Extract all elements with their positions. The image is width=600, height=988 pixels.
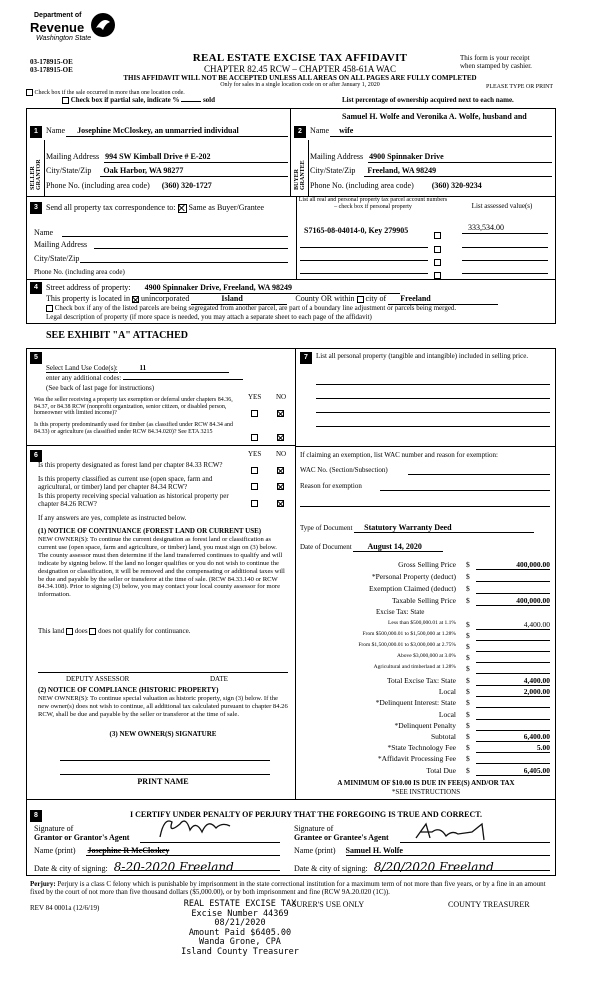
calc-row-value[interactable]: 2,000.00 bbox=[476, 687, 550, 697]
calc-row-value[interactable]: 4,400.00 bbox=[476, 676, 550, 686]
section-3-badge: 3 bbox=[30, 202, 42, 214]
calc-row-value[interactable] bbox=[476, 653, 550, 663]
section-7-badge: 7 bbox=[300, 352, 312, 364]
minimum-fee-note: A MINIMUM OF $10.00 IS DUE IN FEE(S) AND/OR TAX bbox=[337, 779, 515, 787]
this-land-label: This land bbox=[38, 627, 65, 635]
calc-row-value[interactable]: 400,000.00 bbox=[476, 560, 550, 570]
perjury-label: Perjury: bbox=[30, 880, 56, 888]
seller-name-value[interactable]: Josephine McCloskey, an unmarried individual bbox=[77, 126, 239, 135]
calc-row-value[interactable]: 4,400.00 bbox=[476, 620, 550, 630]
dollar-sign: $ bbox=[466, 596, 470, 605]
form-number: REV 84 0001a (12/6/19) bbox=[30, 904, 100, 912]
doc-date-row bbox=[300, 542, 443, 552]
sec5-no-header: NO bbox=[276, 393, 287, 401]
buyer-name-line-2[interactable]: wife bbox=[339, 126, 354, 135]
county-treasurer-label: COUNTY TREASURER bbox=[448, 900, 530, 909]
excise-state-label: Excise Tax: State bbox=[376, 608, 425, 616]
stamp-line-4: Amount Paid $6405.00 bbox=[188, 927, 292, 938]
stamp-line-6: Island County Treasurer bbox=[181, 946, 299, 957]
reason-label: Reason for exemption bbox=[300, 482, 362, 490]
wac-label: WAC No. (Section/Subsection) bbox=[300, 466, 388, 474]
located-row bbox=[46, 294, 498, 305]
buyer-phone-label: Phone No. (including area code) bbox=[310, 181, 414, 190]
calc-row-value[interactable]: 6,405.00 bbox=[476, 766, 550, 776]
see-back-note: (See back of last page for instructions) bbox=[46, 384, 155, 392]
calc-row bbox=[300, 572, 552, 584]
does-label: does bbox=[74, 627, 88, 635]
dollar-sign: $ bbox=[466, 560, 470, 569]
warning-text: THIS AFFIDAVIT WILL NOT BE ACCEPTED UNLESS ALL AREAS ON ALL PAGES ARE FULLY COMPLETED bbox=[123, 74, 477, 82]
segregated-label: Check box if any of the listed parcels are being segregated from another parcel, are part of a boundary line adjustment or parcels being merged. bbox=[54, 304, 457, 312]
buyer-city-value[interactable]: Freeland, WA 98249 bbox=[367, 166, 437, 175]
unincorporated-label: unincorporated bbox=[140, 294, 190, 303]
dollar-sign: $ bbox=[466, 754, 470, 764]
calc-row-label: *Personal Property (deduct) bbox=[371, 572, 456, 581]
calc-row-label: *State Technology Fee bbox=[387, 743, 456, 753]
partial-sale-label: Check box if partial sale, indicate % bbox=[70, 96, 180, 104]
sec5-yes-header: YES bbox=[248, 393, 262, 401]
calc-row bbox=[300, 596, 552, 608]
corr-phone-label: Phone No. (including area code) bbox=[34, 268, 125, 276]
sec6-q3-no[interactable] bbox=[277, 500, 284, 507]
land-use-label: Select Land Use Code(s): bbox=[46, 364, 118, 372]
calc-row-label: Agricultural and timberland at 1.28% bbox=[373, 664, 456, 670]
calc-row-value[interactable] bbox=[476, 710, 550, 720]
calc-row-value[interactable]: 5.00 bbox=[476, 743, 550, 753]
grantor-agent-label: Grantor or Grantor's Agent bbox=[34, 833, 130, 842]
new-owner-signature-label: (3) NEW OWNER(S) SIGNATURE bbox=[109, 730, 217, 738]
logo-dept: Department of bbox=[34, 12, 82, 19]
multi-location-checkbox[interactable] bbox=[26, 89, 33, 96]
dollar-sign: $ bbox=[466, 676, 470, 685]
seller-name-row bbox=[46, 126, 286, 136]
dollar-sign: $ bbox=[466, 709, 470, 719]
calc-row bbox=[300, 743, 552, 755]
calc-row-label: Exemption Claimed (deduct) bbox=[368, 584, 456, 593]
location-note: Only for sales in a single location code on or after January 1, 2020 bbox=[220, 82, 380, 88]
sec6-question-3: Is this property receiving special valuation as historical property per chapter 84.26 RCW? bbox=[38, 492, 229, 509]
seller-phone-label: Phone No. (including area code) bbox=[46, 181, 150, 190]
calc-row bbox=[300, 560, 552, 572]
seller-phone-row bbox=[46, 181, 212, 191]
seller-mail-label: Mailing Address bbox=[46, 152, 100, 161]
section-5-badge: 5 bbox=[30, 352, 42, 364]
sec6-q2-no[interactable] bbox=[277, 483, 284, 490]
doc-date-label: Date of Document bbox=[300, 543, 352, 551]
partial-sale-checkbox[interactable] bbox=[62, 97, 69, 104]
calc-row-value[interactable] bbox=[476, 721, 550, 731]
street-value[interactable]: 4900 Spinnaker Drive, Freeland, WA 98249 bbox=[144, 283, 292, 292]
section-8-badge: 8 bbox=[30, 810, 42, 822]
stamp-line-5: Wanda Grone, CPA bbox=[199, 937, 281, 948]
sec6-q2-yes[interactable] bbox=[251, 483, 258, 490]
receipt-note-2: when stamped by cashier. bbox=[460, 62, 532, 70]
city-value[interactable]: Freeland bbox=[388, 294, 498, 305]
grantee-agent-label: Grantee or Grantee's Agent bbox=[294, 833, 389, 842]
unincorporated-checkbox[interactable] bbox=[132, 296, 139, 303]
grantee-date-label: Date & city of signing: bbox=[294, 864, 368, 873]
stamp-line-1: REAL ESTATE EXCISE TAX bbox=[183, 899, 297, 909]
type-print-note: PLEASE TYPE OR PRINT bbox=[486, 84, 554, 90]
dollar-sign: $ bbox=[466, 620, 470, 629]
segregated-checkbox[interactable] bbox=[46, 305, 53, 312]
seller-vertical-label: SELLER GRANTOR bbox=[30, 159, 42, 190]
calc-row-label: Gross Selling Price bbox=[398, 560, 456, 569]
exhibit-text[interactable]: SEE EXHIBIT "A" ATTACHED bbox=[46, 330, 188, 341]
land-does-not-checkbox[interactable] bbox=[89, 628, 96, 635]
calc-row bbox=[300, 698, 552, 710]
corr-city-label: City/State/Zip bbox=[34, 254, 80, 263]
partial-sale-row bbox=[62, 96, 215, 104]
sec5-q1-no[interactable] bbox=[277, 410, 284, 417]
same-as-buyer-checkbox[interactable] bbox=[178, 204, 187, 213]
calc-row-label: Above $3,000,000 at 3.0% bbox=[397, 653, 456, 659]
notice-continuance-title: (1) NOTICE OF CONTINUANCE (FOREST LAND OR CURRENT USE) bbox=[38, 527, 262, 535]
calc-row bbox=[300, 710, 552, 722]
calc-row-value[interactable] bbox=[476, 664, 550, 674]
county-label: County OR within bbox=[295, 294, 355, 303]
city-of-label: city of bbox=[365, 294, 387, 303]
seller-name-label: Name bbox=[46, 126, 66, 135]
dollar-sign: $ bbox=[466, 698, 470, 708]
seller-city-row bbox=[46, 166, 183, 176]
calc-row-label: *Delinquent Interest: State bbox=[375, 698, 456, 708]
see-instructions-note: *SEE INSTRUCTIONS bbox=[391, 788, 461, 796]
seller-mail-value[interactable]: 994 SW Kimball Drive # E-202 bbox=[105, 152, 211, 161]
legal-description-label: Legal description of property (if more space is needed, you may attach a separate sheet to each page of the affidavit) bbox=[46, 313, 372, 321]
partial-sale-input[interactable] bbox=[181, 101, 201, 102]
if-any-yes-note: If any answers are yes, complete as instructed below. bbox=[38, 514, 187, 522]
land-use-row bbox=[46, 364, 229, 373]
additional-codes-input[interactable] bbox=[123, 379, 243, 380]
grantee-date-row bbox=[294, 860, 494, 874]
sec6-q1-no[interactable] bbox=[277, 467, 284, 474]
section-1-badge: 1 bbox=[30, 126, 42, 138]
segregated-row bbox=[46, 304, 456, 312]
corr-mail-label: Mailing Address bbox=[34, 240, 88, 249]
stamp-line-2: Excise Number 44369 bbox=[191, 908, 289, 919]
grantor-date-value[interactable]: 8-20-2020 Freeland bbox=[113, 860, 234, 874]
additional-codes-row bbox=[46, 374, 243, 382]
calc-row bbox=[300, 687, 552, 699]
buyer-phone-row bbox=[310, 181, 482, 191]
affidavit-id-1: 03-178915-OE bbox=[30, 58, 73, 66]
seller-mail-row bbox=[46, 152, 211, 162]
assessed-value[interactable]: 333,534.00 bbox=[468, 223, 504, 232]
calc-row-value[interactable]: 6,400.00 bbox=[476, 732, 550, 742]
grantor-signature-icon[interactable] bbox=[150, 812, 240, 842]
calc-row-value[interactable]: 400,000.00 bbox=[476, 596, 550, 606]
calc-row-label: Taxable Selling Price bbox=[391, 596, 456, 605]
street-row bbox=[46, 283, 292, 293]
dollar-sign: $ bbox=[466, 584, 470, 593]
parcel-number[interactable]: S7165-08-04014-0, Key 279905 bbox=[304, 226, 409, 235]
dollar-sign: $ bbox=[466, 720, 470, 730]
assessed-header: List assessed value(s) bbox=[471, 202, 533, 210]
dollar-sign: $ bbox=[466, 572, 470, 581]
sec6-yes-header: YES bbox=[248, 450, 262, 458]
grantee-date-value[interactable]: 8/20/2020 Freeland bbox=[373, 860, 494, 874]
calc-row-value[interactable] bbox=[476, 584, 550, 594]
land-use-value[interactable]: 11 bbox=[119, 364, 229, 373]
send-correspondence-row bbox=[46, 203, 264, 213]
grantor-date-label: Date & city of signing: bbox=[34, 864, 108, 873]
calc-row-label: Total Due bbox=[426, 765, 456, 775]
dollar-sign: $ bbox=[466, 765, 470, 775]
county-value[interactable]: Island bbox=[191, 294, 287, 305]
personal-property-list-label: List all personal property (tangible and intangible) included in selling price. bbox=[316, 352, 529, 360]
section-2-badge: 2 bbox=[294, 126, 306, 138]
dollar-sign: $ bbox=[466, 642, 470, 651]
perjury-notice bbox=[30, 880, 554, 896]
dollar-sign: $ bbox=[466, 653, 470, 662]
buyer-city-row bbox=[310, 166, 436, 176]
grantor-date-row bbox=[34, 860, 234, 874]
sec6-question-2: Is this property classified as current use (open space, farm and agricultural, or timber) land per chapter 84.34 RCW? bbox=[38, 475, 213, 492]
certify-text: I CERTIFY UNDER PENALTY OF PERJURY THAT THE FOREGOING IS TRUE AND CORRECT. bbox=[130, 810, 483, 819]
calc-row bbox=[300, 721, 552, 733]
treasurer-stamp bbox=[160, 900, 320, 957]
calc-row-label: Local bbox=[438, 709, 456, 719]
corr-name-label: Name bbox=[34, 228, 54, 237]
calc-row bbox=[300, 732, 552, 744]
calc-row-value[interactable] bbox=[476, 642, 550, 652]
seller-city-value[interactable]: Oak Harbor, WA 98277 bbox=[103, 166, 184, 175]
calc-row-label: Less than $500,000.01 at 1.1% bbox=[388, 620, 456, 626]
land-qualify-row bbox=[38, 627, 190, 635]
calc-row-label: Subtotal bbox=[430, 732, 456, 741]
grantee-name-label: Name (print) bbox=[294, 846, 336, 855]
dollar-sign: $ bbox=[466, 732, 470, 741]
same-as-buyer-label: Same as Buyer/Grantee bbox=[188, 203, 265, 212]
land-does-checkbox[interactable] bbox=[66, 628, 73, 635]
calc-row bbox=[300, 584, 552, 596]
calc-row bbox=[300, 676, 552, 688]
sec5-q1-yes[interactable] bbox=[251, 410, 258, 417]
buyer-name-row bbox=[310, 126, 353, 136]
calc-row-value[interactable] bbox=[476, 572, 550, 582]
calc-row-label: *Delinquent Penalty bbox=[394, 720, 456, 730]
buyer-phone-value[interactable]: (360) 320-9234 bbox=[431, 181, 482, 190]
does-not-label: does not qualify for continuance. bbox=[98, 627, 191, 635]
sold-label: sold bbox=[202, 96, 216, 104]
stamp-line-3: 08/21/2020 bbox=[214, 918, 266, 929]
sec6-q3-yes[interactable] bbox=[251, 500, 258, 507]
form-chapter: CHAPTER 82.45 RCW – CHAPTER 458-61A WAC bbox=[204, 64, 396, 74]
located-label: This property is located in bbox=[46, 294, 130, 303]
grantee-sig-label: Signature of bbox=[294, 824, 334, 833]
deputy-assessor-label: DEPUTY ASSESSOR bbox=[66, 675, 130, 683]
doc-type-value[interactable]: Statutory Warranty Deed bbox=[354, 523, 534, 533]
calc-row-label: Total Excise Tax: State bbox=[386, 676, 456, 685]
buyer-name-label: Name bbox=[310, 126, 330, 135]
revenue-logo bbox=[30, 10, 120, 50]
buyer-mail-row bbox=[310, 152, 444, 162]
buyer-mail-value[interactable]: 4900 Spinnaker Drive bbox=[369, 152, 444, 161]
receipt-note-1: This form is your receipt bbox=[460, 54, 530, 62]
sec5-q2-yes[interactable] bbox=[251, 434, 258, 441]
city-of-checkbox[interactable] bbox=[357, 296, 364, 303]
dollar-sign: $ bbox=[466, 743, 470, 753]
wa-logo-icon bbox=[90, 12, 116, 38]
grantor-name-label: Name (print) bbox=[34, 846, 76, 855]
grantee-name-value[interactable]: Samuel H. Wolfe bbox=[345, 846, 403, 855]
grantor-name-value[interactable]: Josephine R McCloskey bbox=[87, 846, 170, 855]
perjury-text: Perjury is a class C felony which is punishable by imprisonment in the state correctional institution for a maximum term of not more than five years, or by a fine in an amount fixed by the court of not more than five thousand dollars ($5,000.00), or by both imprisonment and fine (RCW 9A.20.020 (1C)). bbox=[30, 880, 546, 897]
personal-property-checkbox-2[interactable] bbox=[434, 246, 441, 253]
calc-row bbox=[300, 754, 552, 766]
personal-property-checkbox-1[interactable] bbox=[434, 232, 441, 239]
exemption-claim-label: If claiming an exemption, list WAC number and reason for exemption: bbox=[300, 451, 498, 459]
sec6-no-header: NO bbox=[276, 450, 287, 458]
logo-state: Washington State bbox=[36, 35, 92, 42]
personal-property-checkbox-3[interactable] bbox=[434, 259, 441, 266]
treasurer-use-label: SURER'S USE ONLY bbox=[292, 900, 365, 909]
notice-continuance-text: NEW OWNER(S): To continue the current designation as forest land or classification as current use (open space, farm and agriculture, or timber) land, you must sign on (3) below. The county assessor must then determine if the land transferred continues to qualify and will indicate by signing below. If the land no longer qualifies or you do not wish to continue the designation or classification, it will be removed and the compensating or additional taxes will be due and payable by the seller or transferor at the time of sale. (RCW 84.33.140 or RCW 84.34.108). Prior to signing (3) below, you may contact your local county assessor for more information. bbox=[38, 536, 285, 599]
dollar-sign: $ bbox=[466, 664, 470, 673]
grantee-signature-icon[interactable] bbox=[412, 820, 492, 844]
parcel-header: List all real and personal property tax parcel account numbers – check box if personal property bbox=[298, 197, 448, 210]
sec5-q2-no[interactable] bbox=[277, 434, 284, 441]
doc-type-row bbox=[300, 523, 534, 533]
notice-compliance-title: (2) NOTICE OF COMPLIANCE (HISTORIC PROPERTY) bbox=[38, 686, 219, 694]
calc-row-label: *Affidavit Processing Fee bbox=[377, 754, 456, 764]
calc-row-label: From $500,000.01 to $1,500,000 at 1.28% bbox=[362, 631, 456, 637]
street-label: Street address of property: bbox=[46, 283, 131, 292]
calc-row bbox=[300, 664, 552, 676]
grantor-sig-label: Signature of bbox=[34, 824, 74, 833]
calc-row-label: Local bbox=[438, 687, 456, 697]
seller-phone-value[interactable]: (360) 320-1727 bbox=[161, 181, 212, 190]
assessor-date-label: DATE bbox=[210, 675, 228, 683]
form-title: REAL ESTATE EXCISE TAX AFFIDAVIT bbox=[192, 52, 408, 64]
affidavit-id-2: 03-178915-OE bbox=[30, 66, 73, 74]
calc-row-value[interactable] bbox=[476, 698, 550, 708]
notice-compliance-text: NEW OWNER(S): To continue special valuation as historic property, sign (3) below. If the new owner(s) does not wish to continue, all additional tax calculated pursuant to chapter 84.26 RCW, shall be due and payable by the seller or transferor at the time of sale. bbox=[38, 695, 288, 718]
section-6-badge: 6 bbox=[30, 450, 42, 462]
doc-date-value[interactable]: August 14, 2020 bbox=[353, 542, 443, 552]
logo-revenue: Revenue bbox=[30, 20, 85, 35]
ownership-note: List percentage of ownership acquired next to each name. bbox=[342, 96, 514, 104]
buyer-city-label: City/State/Zip bbox=[310, 166, 356, 175]
sec5-question-1: Was the seller receiving a property tax exemption or deferral under chapters 84.36, 84.37, or 84.38 RCW (nonprofit organization, senior citizen, or disabled person, homeowner with limited income)? bbox=[34, 397, 233, 417]
buyer-name-line-1[interactable]: Samuel H. Wolfe and Veronika A. Wolfe, husband and bbox=[342, 112, 527, 121]
dollar-sign: $ bbox=[466, 631, 470, 640]
section-4-badge: 4 bbox=[30, 282, 42, 294]
seller-city-label: City/State/Zip bbox=[46, 166, 92, 175]
calc-row bbox=[300, 766, 552, 778]
additional-codes-label: enter any additional codes: bbox=[46, 374, 122, 382]
personal-property-checkbox-4[interactable] bbox=[434, 272, 441, 279]
calc-row-label: From $1,500,000.01 to $3,000,000 at 2.75% bbox=[358, 642, 456, 648]
print-name-label: PRINT NAME bbox=[137, 777, 189, 786]
sec5-question-2: Is this property predominantly used for timber (as classified under RCW 84.34 and 84.33) or agriculture (as classified under RCW 84.34.020)? See ETA 3215 bbox=[34, 422, 234, 435]
doc-type-label: Type of Document bbox=[300, 524, 353, 532]
buyer-mail-label: Mailing Address bbox=[310, 152, 364, 161]
multi-location-label: Check box if the sale occurred in more than one location code. bbox=[34, 89, 185, 96]
calc-row-value[interactable] bbox=[476, 631, 550, 641]
buyer-vertical-label: BUYER GRANTEE bbox=[294, 160, 306, 190]
send-correspondence-label: Send all property tax correspondence to: bbox=[46, 203, 176, 212]
sec6-q1-yes[interactable] bbox=[251, 467, 258, 474]
calc-row-value[interactable] bbox=[476, 754, 550, 764]
dollar-sign: $ bbox=[466, 687, 470, 697]
sec6-question-1: Is this property designated as forest land per chapter 84.33 RCW? bbox=[38, 461, 223, 469]
